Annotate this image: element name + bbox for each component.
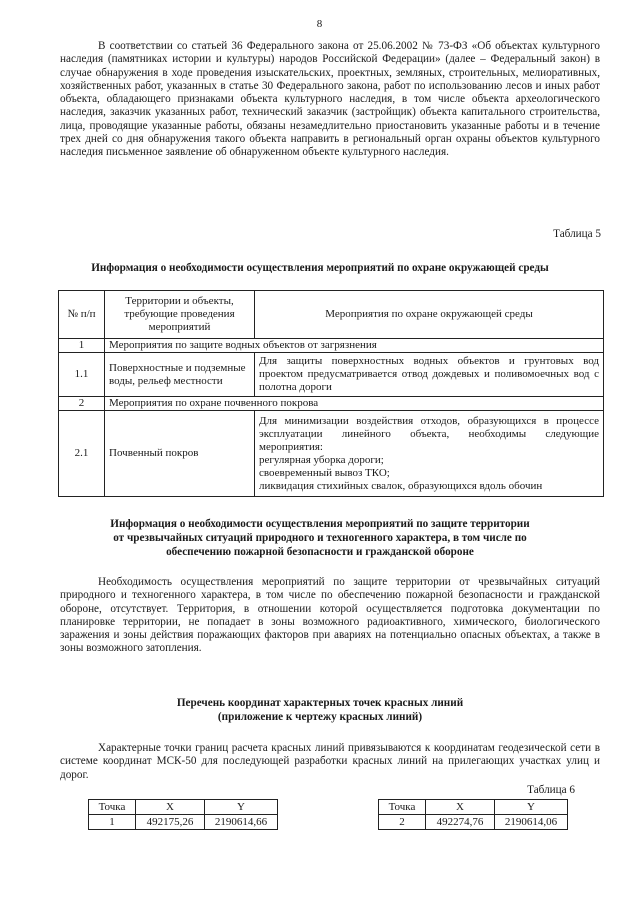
coordinates-title-line: (приложение к чертежу красных линий) [217, 711, 423, 723]
measures-line: своевременный вывоз ТКО; [259, 466, 390, 479]
measures-line: регулярная уборка дороги; [259, 453, 384, 466]
territory-cell: Поверхностные и подземные воды, рельеф местности [105, 353, 255, 397]
table-row [59, 411, 604, 497]
table-header-row [59, 291, 604, 339]
point-cell: 1 [89, 815, 136, 830]
table5-label: Таблица 5 [553, 228, 601, 240]
measures-line: Для минимизации воздействия отходов, образующихся в процессе эксплуатации линейного объекта, необходимы следующие мероприятия: [259, 414, 599, 453]
table-row [89, 815, 278, 830]
emergency-title-line: от чрезвычайных ситуаций природного и техногенного характера, в том числе по [113, 532, 527, 544]
row-num: 2 [59, 397, 105, 411]
col-y-header: Y [205, 800, 278, 815]
col-territory-header: Территории и объекты, требующие проведения мероприятий [105, 291, 255, 339]
table-header-row [379, 800, 568, 815]
table-header-row [89, 800, 278, 815]
x-cell: 492274,76 [426, 815, 495, 830]
x-cell: 492175,26 [136, 815, 205, 830]
table-row [59, 353, 604, 397]
page-number: 8 [316, 18, 323, 30]
emergency-title [40, 517, 600, 559]
territory-cell: Почвенный покров [105, 411, 255, 497]
col-x-header: X [136, 800, 205, 815]
y-cell: 2190614,06 [495, 815, 568, 830]
emergency-title-line: Информация о необходимости осуществления мероприятий по защите территории [110, 518, 530, 530]
measures-cell: Для защиты поверхностных водных объектов и грунтовых вод проектом предусматривается отвод дождевых и поливомоечных вод с полотна дороги [255, 353, 604, 397]
table5-title: Информация о необходимости осуществления мероприятий по охране окружающей среды [91, 262, 549, 274]
coordinates-table-right [378, 799, 568, 830]
emergency-paragraph: Необходимость осуществления мероприятий по защите территории от чрезвычайных ситуаций природного и техногенного характера, в том числе по обеспечению пожарной безопасности и гражданской обороне, отсутствует. Территория, в отношении которой осуществляется подготовка документации по планировке территории, не попадает в зоны возможного радиоактивного, химического, биологического заражения и зоны действия поражающих факторов при авариях на потенциально опасных объектах, а также в зоны возможного затопления. [60, 576, 600, 655]
section-title: Мероприятия по защите водных объектов от загрязнения [105, 339, 604, 353]
point-cell: 2 [379, 815, 426, 830]
coordinates-title-line: Перечень координат характерных точек красных линий [176, 697, 464, 709]
row-num: 1 [59, 339, 105, 353]
measures-cell [255, 411, 604, 497]
emergency-title-line: обеспечению пожарной безопасности и гражданской обороне [166, 546, 474, 558]
col-x-header: X [426, 800, 495, 815]
table-row [379, 815, 568, 830]
environment-table [58, 290, 604, 497]
table-row [59, 339, 604, 353]
col-y-header: Y [495, 800, 568, 815]
section-title: Мероприятия по охране почвенного покрова [105, 397, 604, 411]
row-num: 2.1 [59, 411, 105, 497]
coordinates-paragraph: Характерные точки границ расчета красных линий привязываются к координатам геодезической сети в системе координат МСК-50 для последующей разработки красных линий на прилегающих участках улиц и дорог. [60, 742, 600, 781]
table-row [59, 397, 604, 411]
col-num-header: № п/п [59, 291, 105, 339]
coordinates-title [40, 696, 600, 724]
table6-label: Таблица 6 [527, 784, 575, 796]
row-num: 1.1 [59, 353, 105, 397]
y-cell: 2190614,66 [205, 815, 278, 830]
coordinates-table-left [88, 799, 278, 830]
col-point-header: Точка [89, 800, 136, 815]
col-point-header: Точка [379, 800, 426, 815]
intro-paragraph: В соответствии со статьей 36 Федерального закона от 25.06.2002 № 73-ФЗ «Об объектах культурного наследия (памятниках истории и культуры) народов Российской Федерации» (далее – Федеральный закон) в случае обнаружения в ходе проведения изыскательских, проектных, земляных, строительных, мелиоративных, хозяйственных работ, указанных в статье 30 Федерального закона, работ по использованию лесов и иных работ объекта, обладающего признаками объекта культурного наследия, в том числе объекта археологического наследия, заказчик указанных работ, технический заказчик (застройщик) объекта капитального строительства, лица, проводящие указанные работы, обязаны незамедлительно приостановить указанные работы и в течение трех дней со дня обнаружения такого объекта направить в региональный орган охраны объектов культурного наследия письменное заявление об обнаруженном объекте культурного наследия. [60, 40, 600, 159]
measures-line: ликвидация стихийных свалок, образующихся вдоль обочин [259, 479, 543, 492]
col-measures-header: Мероприятия по охране окружающей среды [255, 291, 604, 339]
